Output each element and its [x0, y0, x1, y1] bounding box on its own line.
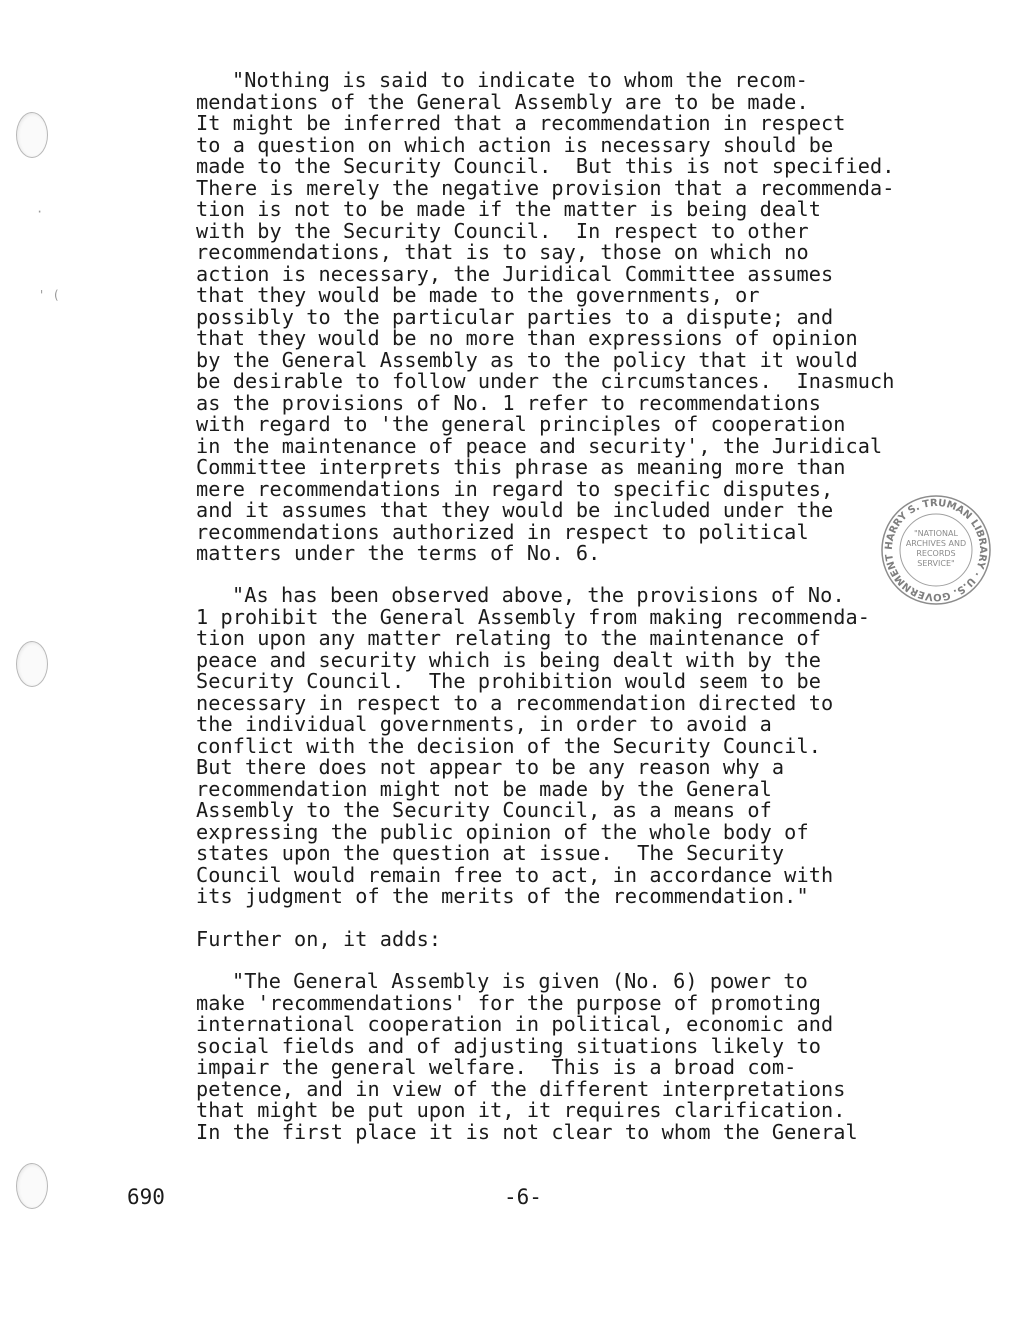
- text-line: conflict with the decision of the Security Council.: [196, 734, 821, 758]
- punch-hole-bottom: [16, 1163, 48, 1209]
- text-line: Committee interprets this phrase as meaning more than: [196, 455, 846, 479]
- text-line: as the provisions of No. 1 refer to recommendations: [196, 391, 821, 415]
- text-line: 1 prohibit the General Assembly from making recommenda-: [196, 605, 870, 629]
- text-line: In the first place it is not clear to whom the General: [196, 1120, 858, 1144]
- text-line: "The General Assembly is given (No. 6) power to: [232, 969, 808, 993]
- text-line: that might be put upon it, it requires clarification.: [196, 1098, 846, 1122]
- text-line: recommendations authorized in respect to political: [196, 520, 809, 544]
- text-line: mendations of the General Assembly are to be made.: [196, 90, 809, 114]
- text-line: international cooperation in political, economic and: [196, 1012, 834, 1036]
- stamp-center-line: SERVICE": [917, 559, 955, 568]
- text-line: tion is not to be made if the matter is being dealt: [196, 197, 821, 221]
- text-line: expressing the public opinion of the whole body of: [196, 820, 809, 844]
- stamp-center-line: ARCHIVES AND: [905, 539, 967, 548]
- stamp-center-line: RECORDS: [916, 549, 956, 558]
- text-line: There is merely the negative provision that a recommenda-: [196, 176, 895, 200]
- text-line: petence, and in view of the different interpretations: [196, 1077, 846, 1101]
- text-line: to a question on which action is necessary should be: [196, 133, 834, 157]
- text-line: make 'recommendations' for the purpose of promoting: [196, 991, 821, 1015]
- text-line: mere recommendations in regard to specific disputes,: [196, 477, 834, 501]
- text-line: made to the Security Council. But this is not specified.: [196, 154, 895, 178]
- text-line: in the maintenance of peace and security', the Juridical: [196, 434, 883, 458]
- text-line: by the General Assembly as to the policy that it would: [196, 348, 858, 372]
- text-line: But there does not appear to be any reason why a: [196, 755, 785, 779]
- text-line: the individual governments, in order to avoid a: [196, 712, 772, 736]
- text-line: peace and security which is being dealt with by the: [196, 648, 821, 672]
- text-line: with regard to 'the general principles of cooperation: [196, 412, 846, 436]
- stamp-ring-text: HARRY S. TRUMAN LIBRARY · U.S. GOVERNMENT: [883, 497, 989, 603]
- paper-speck: ·: [36, 205, 44, 219]
- text-line: possibly to the particular parties to a dispute; and: [196, 305, 834, 329]
- text-line: It might be inferred that a recommendation in respect: [196, 111, 846, 135]
- text-line: Council would remain free to act, in accordance with: [196, 863, 834, 887]
- text-line: Assembly to the Security Council, as a means of: [196, 798, 772, 822]
- text-line: "As has been observed above, the provisions of No.: [232, 583, 845, 607]
- archive-stamp: [880, 494, 992, 606]
- text-line: impair the general welfare. This is a broad com-: [196, 1055, 797, 1079]
- text-line: be desirable to follow under the circumstances. Inasmuch: [196, 369, 895, 393]
- text-line: and it assumes that they would be included under the: [196, 498, 834, 522]
- text-line: Further on, it adds:: [196, 927, 442, 951]
- text-line: necessary in respect to a recommendation directed to: [196, 691, 834, 715]
- text-line: tion upon any matter relating to the maintenance of: [196, 626, 821, 650]
- text-line: that they would be no more than expressions of opinion: [196, 326, 858, 350]
- text-line: recommendation might not be made by the General: [196, 777, 772, 801]
- text-line: recommendations, that is to say, those on which no: [196, 240, 809, 264]
- text-line: with by the Security Council. In respect to other: [196, 219, 809, 243]
- text-line: "Nothing is said to indicate to whom the recom-: [232, 68, 808, 92]
- paper-mark: ' (: [38, 288, 60, 302]
- document-number: 690: [127, 1185, 165, 1209]
- punch-hole-middle: [16, 641, 48, 687]
- text-line: states upon the question at issue. The Security: [196, 841, 785, 865]
- page-number: -6-: [504, 1185, 542, 1209]
- text-line: action is necessary, the Juridical Committee assumes: [196, 262, 834, 286]
- punch-hole-top: [16, 112, 48, 158]
- text-line: Security Council. The prohibition would seem to be: [196, 669, 821, 693]
- text-line: matters under the terms of No. 6.: [196, 541, 601, 565]
- text-line: that they would be made to the governments, or: [196, 283, 760, 307]
- text-line: its judgment of the merits of the recommendation.": [196, 884, 809, 908]
- text-line: social fields and of adjusting situations likely to: [196, 1034, 821, 1058]
- stamp-center-line: "NATIONAL: [914, 529, 958, 538]
